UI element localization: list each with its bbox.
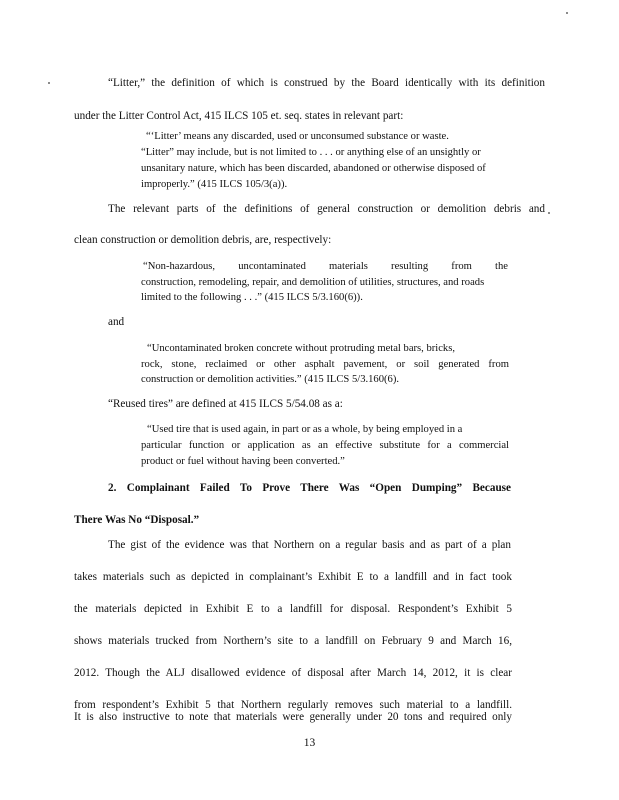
block-quote-line: “Non-hazardous, uncontaminated materials resulting from the: [143, 261, 508, 272]
scan-speck: [548, 212, 550, 214]
block-quote-line: “Uncontaminated broken concrete without protruding metal bars, bricks,: [147, 343, 456, 354]
block-quote-line: product or fuel without having been converted.”: [141, 456, 345, 467]
block-quote-line: particular function or application as an effective substitute for a commercial: [141, 440, 509, 451]
block-quote-line: unsanitary nature, which has been discarded, abandoned or otherwise disposed of: [141, 163, 486, 174]
block-quote-line: “Litter” may include, but is not limited to . . . or anything else of an unsightly or: [141, 147, 481, 158]
body-line: It is also instructive to note that materials were generally under 20 tons and required only: [74, 711, 512, 723]
body-line: the materials depicted in Exhibit E to a landfill for disposal. Respondent’s Exhibit 5: [74, 603, 512, 615]
block-quote-line: construction or demolition activities.” (415 ILCS 5/3.160(6).: [141, 374, 400, 385]
block-quote-line: rock, stone, reclaimed or other asphalt pavement, or soil generated from: [141, 359, 509, 370]
paragraph-line: “Litter,” the definition of which is construed by the Board identically with its definition: [108, 77, 545, 89]
paragraph-line: clean construction or demolition debris, are, respectively:: [74, 234, 332, 246]
body-line: takes materials such as depicted in complainant’s Exhibit E to a landfill and in fact took: [74, 571, 512, 583]
section-heading: There Was No “Disposal.”: [74, 514, 200, 526]
conjunction: and: [108, 316, 125, 328]
block-quote-line: “Used tire that is used again, in part or as a whole, by being employed in a: [147, 424, 463, 435]
block-quote-line: improperly.” (415 ILCS 105/3(a)).: [141, 179, 288, 190]
body-line: 2012. Though the ALJ disallowed evidence of disposal after March 14, 2012, it is clear: [74, 667, 512, 679]
block-quote-line: limited to the following . . .” (415 ILCS 5/3.160(6)).: [141, 292, 363, 303]
paragraph-line: “Reused tires” are defined at 415 ILCS 5/54.08 as a:: [108, 398, 343, 410]
paragraph-line: The relevant parts of the definitions of general construction or demolition debris and: [108, 203, 545, 215]
body-line: shows materials trucked from Northern’s site to a landfill on February 9 and March 16,: [74, 635, 512, 647]
paragraph-line: under the Litter Control Act, 415 ILCS 105 et. seq. states in relevant part:: [74, 110, 404, 122]
body-line: The gist of the evidence was that Northern on a regular basis and as part of a plan: [108, 539, 511, 551]
block-quote-line: construction, remodeling, repair, and demolition of utilities, structures, and roads: [141, 277, 485, 288]
page-number: 13: [303, 737, 316, 749]
scan-speck: [566, 12, 568, 14]
section-heading: 2. Complainant Failed To Prove There Was “Open Dumping” Because: [108, 482, 511, 494]
body-line: from respondent’s Exhibit 5 that Northern regularly removes such material to a landfill.: [74, 699, 512, 711]
block-quote-line: “‘Litter’ means any discarded, used or unconsumed substance or waste.: [146, 131, 449, 142]
scan-speck: [48, 82, 50, 84]
